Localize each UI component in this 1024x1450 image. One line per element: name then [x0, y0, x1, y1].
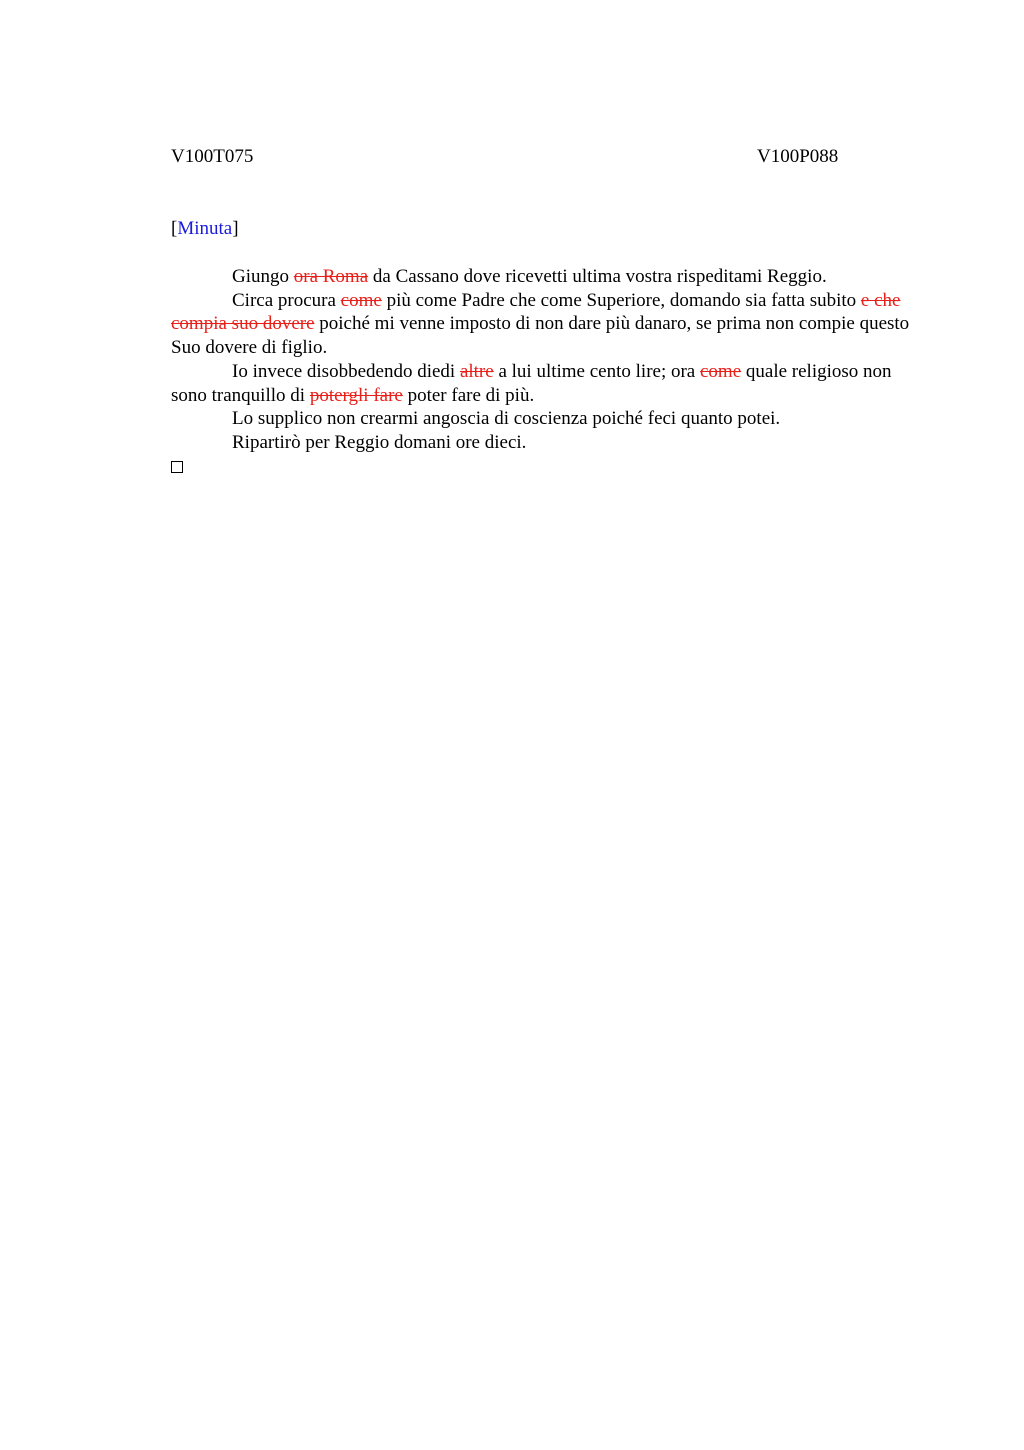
paragraph [171, 431, 931, 455]
text-segment: Io invece disobbedendo diedi [232, 360, 460, 382]
text-segment: poiché mi venne imposto di non dare più danaro, se prima non compie questo Suo dovere di figlio. [171, 313, 910, 359]
square-outline-icon [171, 461, 183, 473]
deleted-text: altre [459, 360, 494, 382]
deleted-text: potergli fare [309, 384, 403, 406]
paragraph [171, 407, 931, 431]
deleted-text: come [340, 289, 382, 311]
text-segment: Lo supplico non crearmi angoscia di coscienza poiché feci quanto potei. [232, 408, 781, 430]
document-header [171, 146, 931, 170]
label-close-bracket: ] [232, 218, 239, 239]
text-segment: più come Padre che come Superiore, domando sia fatta subito [381, 289, 861, 311]
text-segment: da Cassano dove ricevetti ultima vostra rispeditami Reggio. [368, 266, 827, 287]
deleted-text: ora Roma [293, 266, 369, 287]
document-code-right: V100P088 [757, 146, 839, 167]
deleted-text: e che compia suo dovere [171, 289, 901, 335]
text-segment: quale religioso non sono tranquillo di [171, 360, 892, 406]
document-code-left: V100T075 [171, 146, 254, 167]
label-minuta: Minuta [177, 218, 233, 239]
paragraph [171, 289, 931, 360]
paragraph [171, 360, 931, 407]
text-segment: Ripartirò per Reggio domani ore dieci. [232, 431, 527, 453]
text-segment: Circa procura [232, 289, 341, 311]
document-label [171, 218, 239, 240]
deleted-text: come [700, 360, 742, 382]
text-segment: Giungo [232, 266, 294, 287]
text-segment: a lui ultime cento lire; ora [493, 360, 700, 382]
end-mark [171, 455, 931, 480]
paragraph [171, 265, 931, 289]
label-open-bracket: [ [171, 218, 178, 239]
document-body [171, 265, 931, 479]
text-segment: poter fare di più. [402, 384, 535, 406]
